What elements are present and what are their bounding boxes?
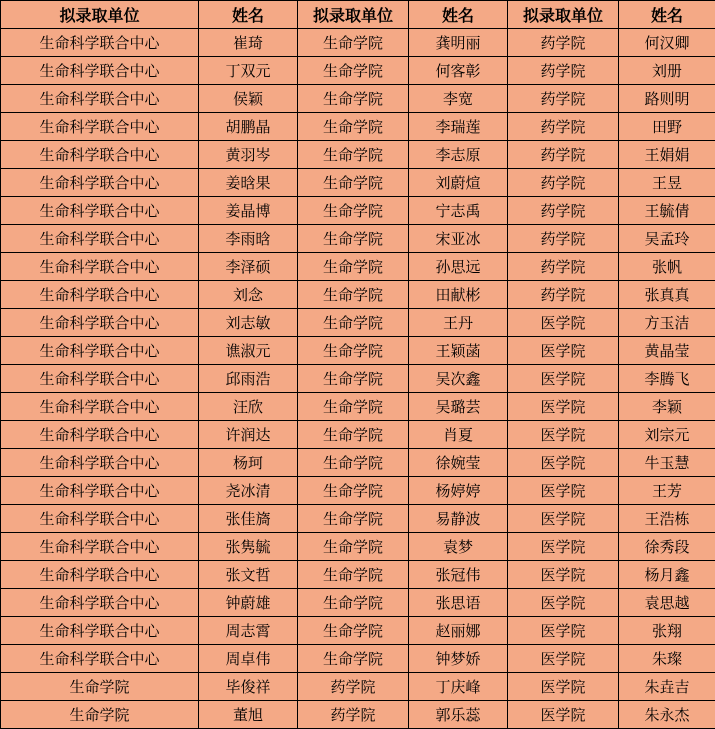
cell-name-2: 刘蔚煊 bbox=[409, 169, 508, 197]
cell-unit-1: 生命科学联合中心 bbox=[1, 449, 199, 477]
cell-unit-3: 医学院 bbox=[508, 645, 619, 673]
cell-unit-2: 生命学院 bbox=[298, 477, 409, 505]
table-row bbox=[1, 449, 715, 477]
table-row bbox=[1, 309, 715, 337]
cell-name-3: 王浩栋 bbox=[619, 505, 715, 533]
cell-name-2: 丁庆峰 bbox=[409, 673, 508, 701]
cell-unit-2: 生命学院 bbox=[298, 85, 409, 113]
cell-unit-3: 药学院 bbox=[508, 57, 619, 85]
cell-name-3: 牛玉慧 bbox=[619, 449, 715, 477]
cell-unit-2: 生命学院 bbox=[298, 589, 409, 617]
cell-unit-1: 生命科学联合中心 bbox=[1, 253, 199, 281]
cell-name-3: 刘册 bbox=[619, 57, 715, 85]
cell-unit-3: 药学院 bbox=[508, 253, 619, 281]
cell-unit-2: 生命学院 bbox=[298, 365, 409, 393]
cell-unit-2: 生命学院 bbox=[298, 253, 409, 281]
cell-name-3: 王娟娟 bbox=[619, 141, 715, 169]
cell-name-1: 许润达 bbox=[199, 421, 298, 449]
cell-name-3: 李颖 bbox=[619, 393, 715, 421]
header-unit-2: 拟录取单位 bbox=[298, 1, 409, 29]
cell-unit-1: 生命科学联合中心 bbox=[1, 29, 199, 57]
header-name-1: 姓名 bbox=[199, 1, 298, 29]
cell-unit-1: 生命学院 bbox=[1, 701, 199, 729]
cell-unit-1: 生命科学联合中心 bbox=[1, 113, 199, 141]
cell-unit-2: 生命学院 bbox=[298, 393, 409, 421]
header-unit-1: 拟录取单位 bbox=[1, 1, 199, 29]
cell-name-3: 田野 bbox=[619, 113, 715, 141]
cell-name-2: 郭乐蕊 bbox=[409, 701, 508, 729]
table-row bbox=[1, 477, 715, 505]
cell-name-2: 宋亚冰 bbox=[409, 225, 508, 253]
table-row bbox=[1, 701, 715, 729]
cell-unit-1: 生命科学联合中心 bbox=[1, 561, 199, 589]
cell-unit-3: 医学院 bbox=[508, 449, 619, 477]
cell-name-2: 徐婉莹 bbox=[409, 449, 508, 477]
table-row bbox=[1, 561, 715, 589]
cell-unit-3: 医学院 bbox=[508, 589, 619, 617]
cell-unit-3: 医学院 bbox=[508, 477, 619, 505]
cell-name-2: 杨婷婷 bbox=[409, 477, 508, 505]
cell-unit-1: 生命科学联合中心 bbox=[1, 533, 199, 561]
cell-name-2: 王丹 bbox=[409, 309, 508, 337]
cell-unit-1: 生命科学联合中心 bbox=[1, 309, 199, 337]
cell-name-2: 张冠伟 bbox=[409, 561, 508, 589]
cell-unit-2: 生命学院 bbox=[298, 29, 409, 57]
table-row bbox=[1, 505, 715, 533]
cell-name-2: 张思语 bbox=[409, 589, 508, 617]
cell-name-3: 张帆 bbox=[619, 253, 715, 281]
cell-name-2: 宁志禹 bbox=[409, 197, 508, 225]
cell-name-1: 姜晗果 bbox=[199, 169, 298, 197]
cell-unit-2: 生命学院 bbox=[298, 421, 409, 449]
cell-unit-1: 生命科学联合中心 bbox=[1, 337, 199, 365]
cell-name-2: 赵丽娜 bbox=[409, 617, 508, 645]
cell-name-2: 肖夏 bbox=[409, 421, 508, 449]
cell-unit-3: 药学院 bbox=[508, 29, 619, 57]
cell-name-1: 崔琦 bbox=[199, 29, 298, 57]
cell-unit-1: 生命科学联合中心 bbox=[1, 365, 199, 393]
cell-name-1: 杨珂 bbox=[199, 449, 298, 477]
cell-unit-3: 医学院 bbox=[508, 533, 619, 561]
header-unit-3: 拟录取单位 bbox=[508, 1, 619, 29]
table-row bbox=[1, 365, 715, 393]
cell-unit-3: 药学院 bbox=[508, 169, 619, 197]
cell-unit-2: 生命学院 bbox=[298, 617, 409, 645]
table-row bbox=[1, 617, 715, 645]
cell-unit-2: 生命学院 bbox=[298, 645, 409, 673]
cell-unit-2: 药学院 bbox=[298, 673, 409, 701]
cell-name-1: 丁双元 bbox=[199, 57, 298, 85]
cell-unit-3: 医学院 bbox=[508, 365, 619, 393]
table-row bbox=[1, 533, 715, 561]
cell-unit-2: 生命学院 bbox=[298, 197, 409, 225]
cell-unit-2: 生命学院 bbox=[298, 533, 409, 561]
cell-name-1: 汪欣 bbox=[199, 393, 298, 421]
cell-name-2: 田献彬 bbox=[409, 281, 508, 309]
cell-unit-1: 生命科学联合中心 bbox=[1, 197, 199, 225]
cell-name-1: 刘念 bbox=[199, 281, 298, 309]
table-row bbox=[1, 253, 715, 281]
header-name-3: 姓名 bbox=[619, 1, 715, 29]
cell-name-2: 王颖菡 bbox=[409, 337, 508, 365]
cell-unit-3: 药学院 bbox=[508, 85, 619, 113]
cell-unit-2: 生命学院 bbox=[298, 113, 409, 141]
header-name-2: 姓名 bbox=[409, 1, 508, 29]
cell-unit-2: 生命学院 bbox=[298, 141, 409, 169]
cell-name-3: 方玉洁 bbox=[619, 309, 715, 337]
cell-name-2: 何客彰 bbox=[409, 57, 508, 85]
cell-unit-1: 生命科学联合中心 bbox=[1, 617, 199, 645]
cell-unit-2: 生命学院 bbox=[298, 561, 409, 589]
cell-unit-3: 医学院 bbox=[508, 309, 619, 337]
cell-name-1: 刘志敏 bbox=[199, 309, 298, 337]
table-row bbox=[1, 393, 715, 421]
cell-name-3: 路则明 bbox=[619, 85, 715, 113]
table-row bbox=[1, 225, 715, 253]
header-row bbox=[1, 1, 715, 29]
cell-name-1: 钟蔚雄 bbox=[199, 589, 298, 617]
cell-name-2: 钟梦娇 bbox=[409, 645, 508, 673]
cell-name-2: 李志原 bbox=[409, 141, 508, 169]
cell-unit-2: 生命学院 bbox=[298, 169, 409, 197]
cell-name-1: 尧冰清 bbox=[199, 477, 298, 505]
cell-unit-1: 生命科学联合中心 bbox=[1, 421, 199, 449]
cell-name-3: 吴孟玲 bbox=[619, 225, 715, 253]
cell-name-3: 朱垚吉 bbox=[619, 673, 715, 701]
cell-name-1: 张隽毓 bbox=[199, 533, 298, 561]
cell-unit-3: 医学院 bbox=[508, 617, 619, 645]
cell-name-3: 王昱 bbox=[619, 169, 715, 197]
cell-name-3: 王芳 bbox=[619, 477, 715, 505]
cell-unit-3: 医学院 bbox=[508, 421, 619, 449]
cell-unit-3: 医学院 bbox=[508, 561, 619, 589]
cell-name-2: 孙思远 bbox=[409, 253, 508, 281]
table-body bbox=[1, 29, 715, 729]
cell-unit-3: 医学院 bbox=[508, 505, 619, 533]
cell-unit-3: 药学院 bbox=[508, 225, 619, 253]
cell-name-3: 何汉卿 bbox=[619, 29, 715, 57]
cell-name-3: 张真真 bbox=[619, 281, 715, 309]
cell-name-2: 袁梦 bbox=[409, 533, 508, 561]
cell-name-1: 董旭 bbox=[199, 701, 298, 729]
cell-name-3: 刘宗元 bbox=[619, 421, 715, 449]
table-row bbox=[1, 337, 715, 365]
table-row bbox=[1, 281, 715, 309]
cell-name-1: 周卓伟 bbox=[199, 645, 298, 673]
cell-unit-1: 生命科学联合中心 bbox=[1, 281, 199, 309]
cell-unit-1: 生命科学联合中心 bbox=[1, 477, 199, 505]
cell-name-1: 邱雨浩 bbox=[199, 365, 298, 393]
cell-name-2: 易静波 bbox=[409, 505, 508, 533]
cell-name-1: 黄羽岑 bbox=[199, 141, 298, 169]
cell-unit-2: 生命学院 bbox=[298, 225, 409, 253]
cell-unit-2: 生命学院 bbox=[298, 309, 409, 337]
cell-name-2: 吴璐芸 bbox=[409, 393, 508, 421]
cell-unit-1: 生命科学联合中心 bbox=[1, 225, 199, 253]
cell-unit-1: 生命科学联合中心 bbox=[1, 589, 199, 617]
cell-unit-1: 生命科学联合中心 bbox=[1, 645, 199, 673]
cell-name-3: 朱永杰 bbox=[619, 701, 715, 729]
table-row bbox=[1, 589, 715, 617]
table-row bbox=[1, 113, 715, 141]
cell-name-1: 胡鹏晶 bbox=[199, 113, 298, 141]
cell-unit-3: 医学院 bbox=[508, 393, 619, 421]
cell-unit-3: 药学院 bbox=[508, 197, 619, 225]
cell-name-1: 毕俊祥 bbox=[199, 673, 298, 701]
cell-name-1: 张文哲 bbox=[199, 561, 298, 589]
cell-name-1: 周志霄 bbox=[199, 617, 298, 645]
cell-unit-3: 药学院 bbox=[508, 281, 619, 309]
table-row bbox=[1, 141, 715, 169]
cell-unit-1: 生命科学联合中心 bbox=[1, 57, 199, 85]
table-row bbox=[1, 169, 715, 197]
cell-unit-1: 生命科学联合中心 bbox=[1, 505, 199, 533]
cell-name-1: 侯颖 bbox=[199, 85, 298, 113]
table-row bbox=[1, 57, 715, 85]
cell-unit-1: 生命科学联合中心 bbox=[1, 169, 199, 197]
table-row bbox=[1, 85, 715, 113]
table-row bbox=[1, 29, 715, 57]
cell-name-2: 李瑞莲 bbox=[409, 113, 508, 141]
cell-unit-1: 生命科学联合中心 bbox=[1, 85, 199, 113]
cell-name-2: 龚明丽 bbox=[409, 29, 508, 57]
cell-name-1: 姜晶博 bbox=[199, 197, 298, 225]
cell-name-3: 王毓倩 bbox=[619, 197, 715, 225]
cell-unit-1: 生命科学联合中心 bbox=[1, 141, 199, 169]
cell-unit-3: 医学院 bbox=[508, 701, 619, 729]
cell-unit-3: 药学院 bbox=[508, 141, 619, 169]
table-row bbox=[1, 645, 715, 673]
cell-unit-3: 药学院 bbox=[508, 113, 619, 141]
cell-name-3: 黄晶莹 bbox=[619, 337, 715, 365]
cell-name-3: 李腾飞 bbox=[619, 365, 715, 393]
cell-name-1: 李泽硕 bbox=[199, 253, 298, 281]
table-row bbox=[1, 673, 715, 701]
cell-name-1: 谯淑元 bbox=[199, 337, 298, 365]
cell-unit-3: 医学院 bbox=[508, 337, 619, 365]
cell-unit-2: 生命学院 bbox=[298, 449, 409, 477]
cell-unit-3: 医学院 bbox=[508, 673, 619, 701]
cell-unit-2: 生命学院 bbox=[298, 337, 409, 365]
cell-name-3: 杨月鑫 bbox=[619, 561, 715, 589]
cell-name-3: 张翔 bbox=[619, 617, 715, 645]
table-row bbox=[1, 197, 715, 225]
cell-unit-1: 生命科学联合中心 bbox=[1, 393, 199, 421]
cell-name-2: 吴次鑫 bbox=[409, 365, 508, 393]
cell-unit-2: 生命学院 bbox=[298, 281, 409, 309]
cell-name-3: 朱璨 bbox=[619, 645, 715, 673]
cell-name-3: 徐秀段 bbox=[619, 533, 715, 561]
cell-unit-1: 生命学院 bbox=[1, 673, 199, 701]
cell-unit-2: 生命学院 bbox=[298, 57, 409, 85]
cell-unit-2: 生命学院 bbox=[298, 505, 409, 533]
cell-unit-2: 药学院 bbox=[298, 701, 409, 729]
table-row bbox=[1, 421, 715, 449]
cell-name-1: 张佳旖 bbox=[199, 505, 298, 533]
cell-name-1: 李雨晗 bbox=[199, 225, 298, 253]
cell-name-3: 袁思越 bbox=[619, 589, 715, 617]
cell-name-2: 李宽 bbox=[409, 85, 508, 113]
